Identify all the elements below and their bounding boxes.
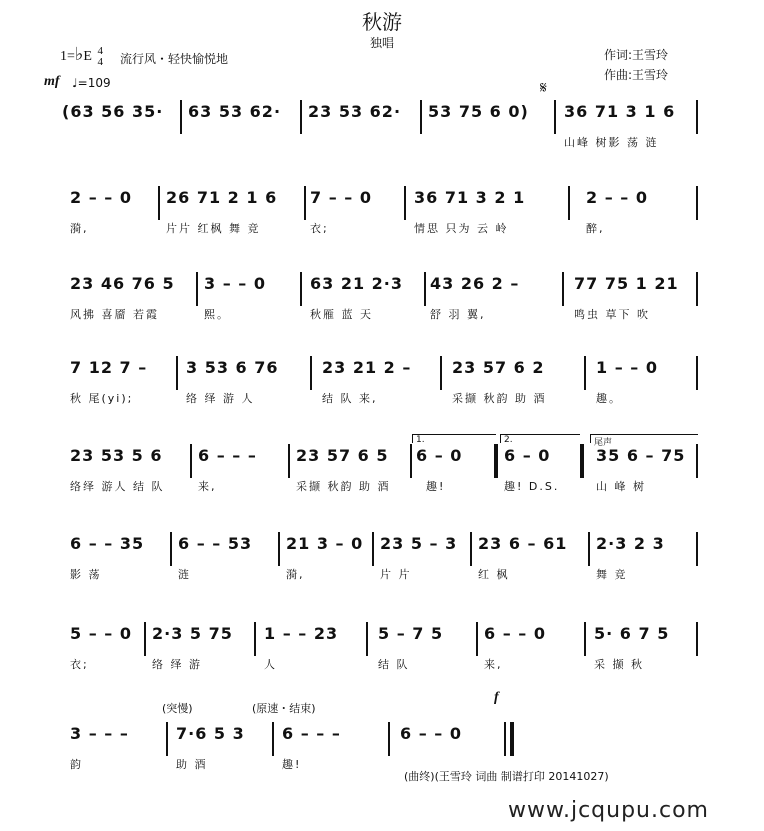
song-subtitle: 独唱 — [369, 36, 394, 50]
measure-lyrics: 结 队 — [378, 658, 410, 671]
measure-notes: 3 – – 0 — [204, 274, 266, 293]
barline — [372, 532, 374, 566]
measure-notes: 5· 6 7 5 — [594, 624, 670, 643]
time-signature — [97, 46, 103, 68]
barline — [190, 444, 192, 478]
barline — [584, 356, 586, 390]
measure-lyrics: 片片 红枫 舞 竞 — [166, 222, 261, 235]
measure-notes: 1 – – 23 — [264, 624, 339, 643]
measure-notes: 5 – 7 5 — [378, 624, 444, 643]
tempo-marking: ♩=109 — [72, 76, 111, 90]
barline — [696, 272, 698, 306]
barline — [310, 356, 312, 390]
flat-sign: ♭ — [74, 44, 84, 64]
key-note: E — [83, 49, 92, 64]
barline — [696, 186, 698, 220]
time-bottom: 4 — [97, 55, 103, 68]
measure-lyrics: 趣! — [426, 480, 446, 493]
volta-first-ending: 1. — [412, 434, 496, 443]
barline — [696, 532, 698, 566]
measure-notes: 2·3 5 75 — [152, 624, 233, 643]
system-4 — [0, 356, 764, 436]
barline — [304, 186, 306, 220]
measure-lyrics: 助 酒 — [176, 758, 208, 771]
measure-notes: 53 75 6 0) — [428, 102, 529, 121]
measure-notes: 6 – 0 — [504, 446, 551, 465]
measure-notes: 63 21 2·3 — [310, 274, 404, 293]
slow-marking: (突慢) — [162, 702, 193, 715]
measure-lyrics: 结 队 来, — [322, 392, 378, 405]
measure-lyrics: 漪, — [286, 568, 305, 581]
measure-notes: 6 – – 0 — [484, 624, 546, 643]
measure-lyrics: 采撷 秋韵 助 酒 — [452, 392, 547, 405]
measure-lyrics: 漪, — [70, 222, 89, 235]
measure-lyrics: 片 片 — [380, 568, 412, 581]
barline — [144, 622, 146, 656]
measure-notes: 7 – – 0 — [310, 188, 372, 207]
system-7 — [0, 622, 764, 702]
measure-notes: 63 53 62· — [188, 102, 282, 121]
measure-notes: 23 57 6 2 — [452, 358, 545, 377]
measure-lyrics: 秋雁 蓝 天 — [310, 308, 373, 321]
repeat-barline — [494, 444, 498, 478]
measure-lyrics: 舒 羽 翼, — [430, 308, 486, 321]
measure-lyrics: 秋 尾(yi); — [70, 392, 134, 405]
barline — [440, 356, 442, 390]
measure-notes: 3 – – – — [70, 724, 129, 743]
measure-lyrics: 影 荡 — [70, 568, 102, 581]
measure-notes: 1 – – 0 — [596, 358, 658, 377]
barline — [420, 100, 422, 134]
measure-notes: 26 71 2 1 6 — [166, 188, 278, 207]
measure-notes: 36 71 3 1 6 — [564, 102, 676, 121]
barline — [158, 186, 160, 220]
coda-label: 尾声 — [590, 434, 698, 443]
resume-marking: (原速・结束) — [252, 702, 316, 715]
barline — [476, 622, 478, 656]
measure-lyrics: 韵 — [70, 758, 83, 771]
song-title: 秋游 — [362, 10, 402, 34]
barline — [424, 272, 426, 306]
measure-notes: 6 – – 35 — [70, 534, 145, 553]
measure-lyrics: 趣! — [282, 758, 302, 771]
final-barline-thick — [510, 722, 514, 756]
barline — [562, 272, 564, 306]
measure-lyrics: 采撷 秋韵 助 酒 — [296, 480, 391, 493]
measure-lyrics: 醉, — [586, 222, 605, 235]
system-8 — [0, 722, 764, 802]
measure-notes: 23 53 5 6 — [70, 446, 163, 465]
barline — [696, 100, 698, 134]
system-2 — [0, 186, 764, 266]
barline — [696, 444, 698, 478]
measure-notes: 43 26 2 – — [430, 274, 520, 293]
measure-notes: 7·6 5 3 — [176, 724, 245, 743]
measure-notes: 7 12 7 – — [70, 358, 148, 377]
measure-lyrics: 络 绎 游 — [152, 658, 202, 671]
barline — [196, 272, 198, 306]
measure-lyrics: 络 绎 游 人 — [186, 392, 255, 405]
measure-lyrics: 舞 竞 — [596, 568, 628, 581]
barline — [588, 532, 590, 566]
system-3 — [0, 272, 764, 352]
barline — [166, 722, 168, 756]
measure-lyrics: 情思 只为 云 岭 — [414, 222, 509, 235]
final-barline-thin — [504, 722, 506, 756]
system-5 — [0, 435, 764, 524]
measure-lyrics: 风拂 喜靥 若霞 — [70, 308, 159, 321]
time-top: 4 — [97, 44, 103, 57]
measure-lyrics: 衣; — [70, 658, 89, 671]
measure-notes: 2·3 2 3 — [596, 534, 665, 553]
key-signature — [60, 44, 103, 68]
measure-lyrics: 红 枫 — [478, 568, 510, 581]
segno-sign: 𝄋 — [540, 78, 547, 97]
measure-lyrics: 络绎 游人 结 队 — [70, 480, 165, 493]
barline — [366, 622, 368, 656]
measure-notes: 23 5 – 3 — [380, 534, 458, 553]
dynamic-mf: mf — [44, 74, 60, 89]
measure-lyrics: 山 峰 树 — [596, 480, 646, 493]
measure-notes: 35 6 – 75 — [596, 446, 686, 465]
barline — [176, 356, 178, 390]
measure-notes: 2 – – 0 — [70, 188, 132, 207]
measure-lyrics: 人 — [264, 658, 277, 671]
barline — [278, 532, 280, 566]
footer-credit: (曲终)(王雪玲 词曲 制谱打印 20141027) — [404, 770, 609, 783]
measure-lyrics: 山峰 树影 荡 涟 — [564, 136, 659, 149]
measure-notes: 21 3 – 0 — [286, 534, 364, 553]
volta-second-ending: 2. — [500, 434, 580, 443]
barline — [272, 722, 274, 756]
measure-lyrics: 采 撷 秋 — [594, 658, 644, 671]
barline — [300, 100, 302, 134]
measure-notes: 23 53 62· — [308, 102, 402, 121]
barline — [470, 532, 472, 566]
measure-lyrics: 来, — [198, 480, 217, 493]
measure-notes: 5 – – 0 — [70, 624, 132, 643]
style-marking: 流行风・轻快愉悦地 — [120, 52, 229, 66]
barline — [300, 272, 302, 306]
barline — [584, 622, 586, 656]
double-barline — [580, 444, 584, 478]
barline — [410, 444, 412, 478]
barline — [254, 622, 256, 656]
dynamic-f: f — [494, 690, 499, 705]
measure-notes: 6 – – – — [282, 724, 341, 743]
measure-lyrics: 涟 — [178, 568, 191, 581]
key-prefix: 1= — [60, 49, 75, 64]
measure-lyrics: 衣; — [310, 222, 329, 235]
measure-notes: 6 – 0 — [416, 446, 463, 465]
watermark: www.jcqupu.com — [508, 798, 709, 823]
composer-credit: 作曲:王雪玲 — [604, 68, 669, 82]
measure-notes: 36 71 3 2 1 — [414, 188, 526, 207]
barline — [696, 356, 698, 390]
measure-lyrics: 鸣虫 草下 吹 — [574, 308, 650, 321]
measure-notes: 23 57 6 5 — [296, 446, 389, 465]
system-6 — [0, 532, 764, 612]
measure-notes: 23 6 – 61 — [478, 534, 568, 553]
measure-notes: 23 46 76 5 — [70, 274, 175, 293]
barline — [568, 186, 570, 220]
lyricist-credit: 作词:王雪玲 — [604, 48, 669, 62]
measure-lyrics: 趣。 — [596, 392, 622, 405]
measure-lyrics: 熙。 — [204, 308, 230, 321]
measure-notes: 77 75 1 21 — [574, 274, 679, 293]
barline — [388, 722, 390, 756]
barline — [554, 100, 556, 134]
measure-notes: (63 56 35· — [62, 102, 164, 121]
measure-notes: 3 53 6 76 — [186, 358, 279, 377]
barline — [170, 532, 172, 566]
barline — [180, 100, 182, 134]
measure-notes: 23 21 2 – — [322, 358, 412, 377]
measure-notes: 2 – – 0 — [586, 188, 648, 207]
measure-notes: 6 – – 53 — [178, 534, 253, 553]
barline — [696, 622, 698, 656]
measure-notes: 6 – – – — [198, 446, 257, 465]
measure-notes: 6 – – 0 — [400, 724, 462, 743]
barline — [404, 186, 406, 220]
measure-lyrics: 趣! D.S. — [504, 480, 560, 493]
barline — [288, 444, 290, 478]
measure-lyrics: 来, — [484, 658, 503, 671]
